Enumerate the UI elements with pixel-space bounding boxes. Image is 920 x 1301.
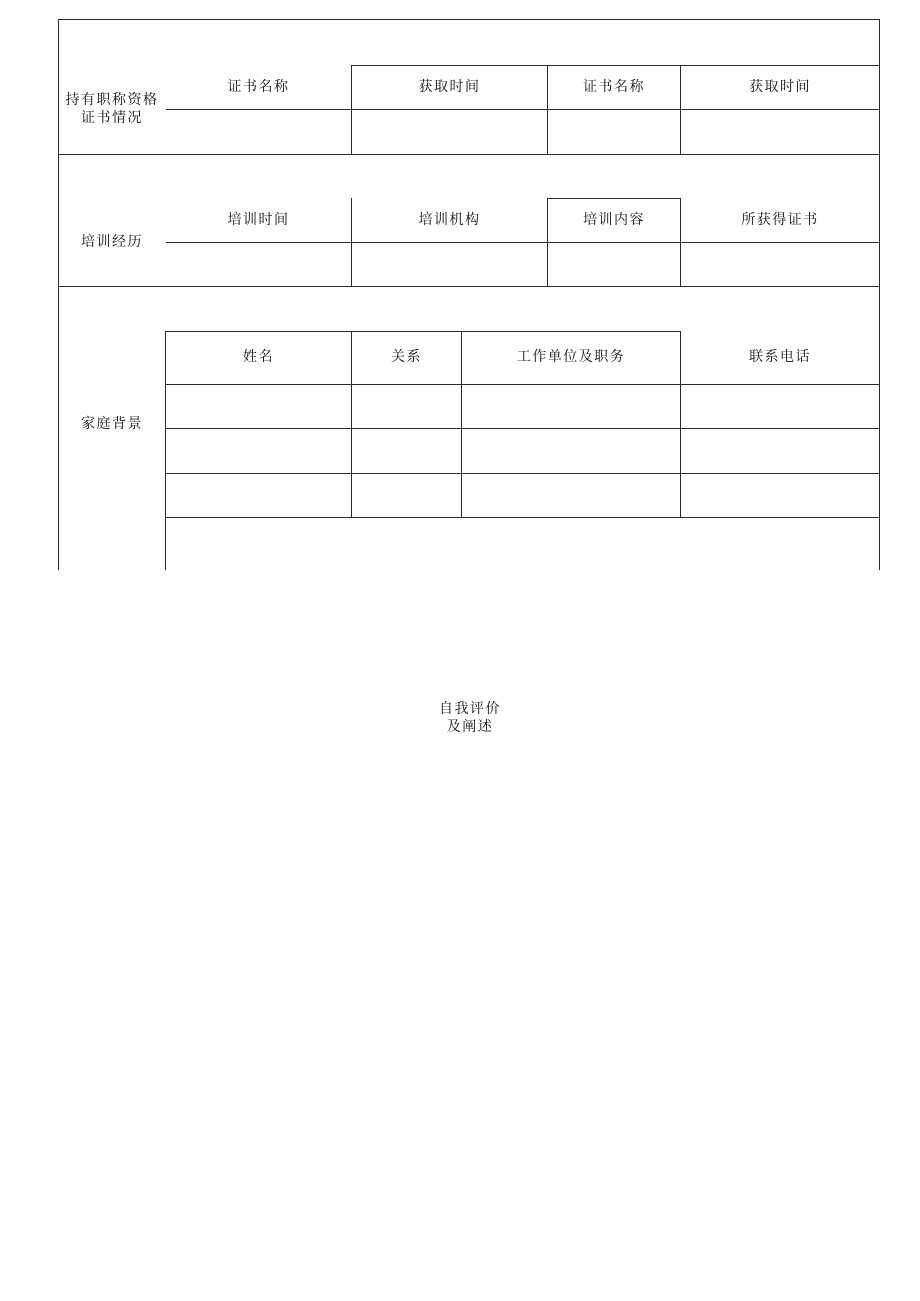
cert-header-top-line (351, 65, 880, 66)
family-input-name-3[interactable] (166, 474, 351, 517)
family-input-phone-2[interactable] (681, 429, 879, 473)
family-header-top-line (166, 331, 681, 332)
family-input-relation-3[interactable] (352, 474, 461, 517)
cert-section-label-line1: 持有职称资格 (65, 92, 159, 108)
family-header-name: 姓名 (243, 349, 274, 365)
self-evaluation-text-area[interactable] (166, 518, 879, 570)
training-section-bottom-line (58, 286, 880, 287)
self-evaluation-label-line2: 及阐述 (446, 719, 494, 735)
self-evaluation-label-line1: 自我评价 (439, 701, 501, 717)
family-input-relation-2[interactable] (352, 429, 461, 473)
cert-header-name-1: 证书名称 (227, 79, 290, 95)
training-input-time[interactable] (166, 243, 351, 286)
family-input-name-2[interactable] (166, 429, 351, 473)
training-section-label: 培训经历 (81, 234, 143, 250)
cert-header-name-2: 证书名称 (583, 79, 645, 95)
family-header-relation: 关系 (391, 349, 422, 365)
family-input-relation-1[interactable] (352, 385, 461, 428)
cert-input-name-1[interactable] (166, 110, 351, 154)
cert-input-name-2[interactable] (548, 110, 680, 154)
cert-section-bottom-line (58, 154, 880, 155)
family-input-phone-1[interactable] (681, 385, 879, 428)
training-header-time: 培训时间 (227, 212, 290, 228)
family-input-employer-2[interactable] (462, 429, 680, 473)
cert-section-label-line2: 证书情况 (81, 110, 143, 126)
family-header-employer: 工作单位及职务 (516, 349, 626, 365)
training-header-certificate: 所获得证书 (741, 212, 819, 228)
table-right-border (879, 19, 880, 570)
cert-header-date-2: 获取时间 (749, 79, 811, 95)
training-header-top-line (547, 198, 681, 199)
family-input-employer-3[interactable] (462, 474, 680, 517)
training-input-certificate[interactable] (681, 243, 879, 286)
table-top-border (58, 19, 880, 20)
family-header-phone: 联系电话 (749, 349, 811, 365)
cert-input-date-1[interactable] (352, 110, 547, 154)
training-header-org: 培训机构 (418, 212, 481, 228)
training-input-content[interactable] (548, 243, 680, 286)
training-header-content: 培训内容 (583, 212, 645, 228)
cert-header-date-1: 获取时间 (418, 79, 481, 95)
family-section-label: 家庭背景 (81, 416, 143, 432)
family-input-employer-1[interactable] (462, 385, 680, 428)
training-input-org[interactable] (352, 243, 547, 286)
family-input-phone-3[interactable] (681, 474, 879, 517)
cert-input-date-2[interactable] (681, 110, 879, 154)
family-input-name-1[interactable] (166, 385, 351, 428)
